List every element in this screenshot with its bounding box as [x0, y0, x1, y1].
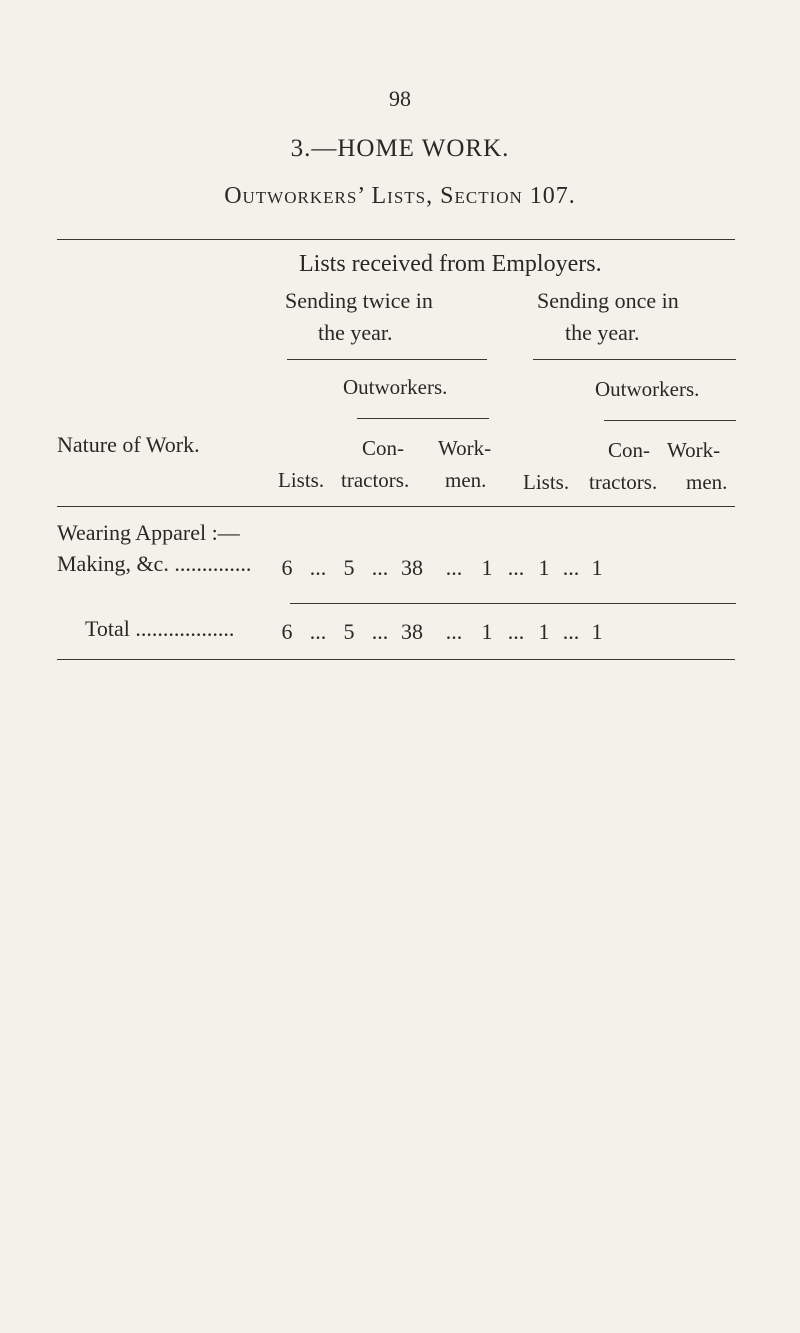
outworkers-once: Outworkers.: [595, 377, 700, 401]
total-once-contractors: 1: [538, 619, 550, 644]
table-bottom-rule: [57, 659, 735, 660]
col-group-once: Sending once in: [537, 288, 679, 313]
header-lists-twice: Lists.: [278, 468, 325, 492]
row-twice-workmen: 38: [401, 555, 423, 580]
twice-group-rule: [287, 359, 487, 360]
page-number: 98: [389, 86, 411, 111]
page-subtitle: Outworkers’ Lists, Section 107.: [224, 183, 576, 209]
total-sep: ...: [309, 619, 327, 644]
header-men-twice: men.: [445, 468, 487, 492]
header-bottom-rule: [57, 506, 735, 507]
row-header: Nature of Work.: [57, 432, 200, 457]
header-men-once: men.: [686, 470, 728, 494]
row-sep: ...: [562, 555, 580, 580]
outworkers-twice: Outworkers.: [343, 375, 448, 399]
total-sep: ...: [445, 619, 463, 644]
total-twice-workmen: 38: [401, 619, 423, 644]
total-sep: ...: [562, 619, 580, 644]
total-once-workmen: 1: [591, 619, 603, 644]
total-once-lists: 1: [481, 619, 493, 644]
row-twice-lists: 6: [281, 555, 293, 580]
row-once-contractors: 1: [538, 555, 550, 580]
page-title: 3.—HOME WORK.: [290, 135, 510, 162]
row-once-lists: 1: [481, 555, 493, 580]
row-sep: ...: [371, 555, 389, 580]
header-lists-once: Lists.: [523, 470, 570, 494]
row-once-workmen: 1: [591, 555, 603, 580]
total-rule: [290, 603, 736, 604]
row-twice-contractors: 5: [343, 555, 355, 580]
row-sep: ...: [309, 555, 327, 580]
total-twice-lists: 6: [281, 619, 293, 644]
header-con-once: Con-: [608, 438, 650, 462]
col-group-twice: Sending twice in: [285, 288, 433, 313]
header-work-twice: Work-: [438, 436, 492, 460]
header-con-twice: Con-: [362, 436, 404, 460]
group-header: Lists received from Employers.: [299, 251, 602, 277]
total-row: [85, 618, 234, 640]
total-twice-contractors: 5: [343, 619, 355, 644]
row-sep: ...: [507, 555, 525, 580]
total-sep: ...: [371, 619, 389, 644]
col-group-once-year: the year.: [565, 320, 640, 345]
header-work-once: Work-: [667, 438, 721, 462]
outworkers-twice-rule: [357, 418, 489, 419]
header-tractors-twice: tractors.: [341, 468, 410, 492]
outworkers-once-rule: [604, 420, 736, 421]
col-group-twice-year: the year.: [318, 320, 393, 345]
row-label: Making, &c.: [57, 551, 169, 576]
total-label: Total: [85, 616, 130, 641]
total-sep: ...: [507, 619, 525, 644]
row-leader: ..............: [168, 551, 252, 576]
table-row: [57, 553, 251, 575]
section-label: Wearing Apparel :—: [57, 520, 240, 545]
table-top-rule: [57, 239, 735, 240]
total-leader: ..................: [129, 616, 235, 641]
row-sep: ...: [445, 555, 463, 580]
once-group-rule: [533, 359, 736, 360]
header-tractors-once: tractors.: [589, 470, 658, 494]
